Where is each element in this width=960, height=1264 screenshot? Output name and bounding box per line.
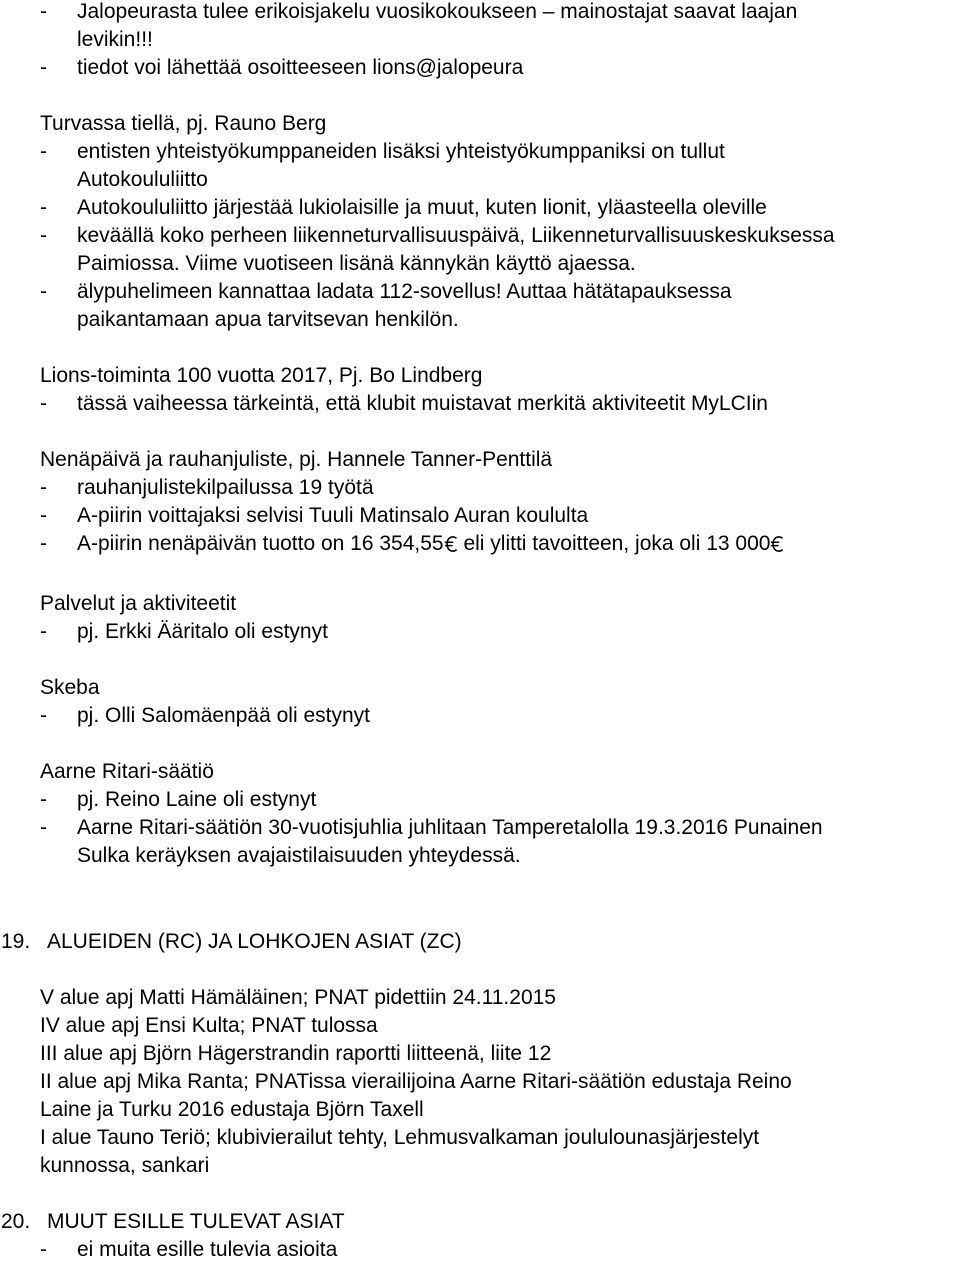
section-heading: Aarne Ritari-säätiö (40, 760, 214, 783)
list-item-text: rauhanjulistekilpailussa 19 työtä (77, 476, 374, 499)
bullet-dash: - (40, 1238, 47, 1261)
bullet-dash: - (40, 196, 47, 219)
bullet-dash: - (40, 280, 47, 303)
list-item-continuation: paikantamaan apua tarvitsevan henkilön. (77, 308, 459, 331)
list-item-text: pj. Erkki Ääritalo oli estynyt (77, 620, 328, 643)
region-line-continuation: Laine ja Turku 2016 edustaja Björn Taxell (40, 1098, 424, 1121)
list-item-text: Jalopeurasta tulee erikoisjakelu vuosikokoukseen – mainostajat saavat laajan (77, 0, 798, 23)
bullet-dash: - (40, 504, 47, 527)
list-item-text: keväällä koko perheen liikenneturvallisuuspäivä, Liikenneturvallisuuskeskuksessa (77, 224, 835, 247)
list-item-text: Aarne Ritari-säätiön 30-vuotisjuhlia juhlitaan Tamperetalolla 19.3.2016 Punainen (77, 816, 823, 839)
list-item-text: tiedot voi lähettää osoitteeseen lions@jalopeura (77, 56, 524, 79)
list-item-continuation: Sulka keräyksen avajaistilaisuuden yhteydessä. (77, 844, 521, 867)
bullet-dash: - (40, 704, 47, 727)
list-item-continuation: levikin!!! (77, 28, 153, 51)
heading-text: ALUEIDEN (RC) JA LOHKOJEN ASIAT (ZC) (47, 930, 462, 953)
section-heading: Nenäpäivä ja rauhanjuliste, pj. Hannele Tanner-Penttilä (40, 448, 553, 471)
region-line: IV alue apj Ensi Kulta; PNAT tulossa (40, 1014, 378, 1037)
region-line-continuation: kunnossa, sankari (40, 1154, 210, 1177)
list-item-text-part: eli ylitti tavoitteen, joka oli 13 000 (457, 532, 771, 555)
bullet-dash: - (40, 788, 47, 811)
bullet-dash: - (40, 56, 47, 79)
heading-number: 19. (1, 930, 31, 953)
bullet-dash: - (40, 224, 47, 247)
section-heading: Palvelut ja aktiviteetit (40, 592, 237, 615)
list-item-text: tässä vaiheessa tärkeintä, että klubit muistavat merkitä aktiviteetit MyLCIin (77, 392, 768, 415)
list-item-text-part: A-piirin nenäpäivän tuotto on 16 354,55 (77, 532, 444, 555)
region-line: II alue apj Mika Ranta; PNATissa vierailijoina Aarne Ritari-säätiön edustaja Reino (40, 1070, 792, 1093)
euro-sign-icon (444, 536, 458, 552)
list-item-continuation: Paimiossa. Viime vuotiseen lisänä kännykän käyttö ajaessa. (77, 252, 636, 275)
list-item-text: entisten yhteistyökumppaneiden lisäksi yhteistyökumppaniksi on tullut (77, 140, 725, 163)
list-item-text (77, 530, 784, 558)
region-line: I alue Tauno Teriö; klubivierailut tehty, Lehmusvalkaman joululounasjärjestelyt (40, 1126, 760, 1149)
list-item-text: pj. Olli Salomäenpää oli estynyt (77, 704, 370, 727)
bullet-dash: - (40, 140, 47, 163)
section-heading: Skeba (40, 676, 100, 699)
region-line: V alue apj Matti Hämäläinen; PNAT pidettiin 24.11.2015 (40, 986, 556, 1009)
euro-sign-icon (770, 536, 784, 552)
bullet-dash: - (40, 0, 47, 23)
bullet-dash: - (40, 816, 47, 839)
list-item-text: A-piirin voittajaksi selvisi Tuuli Matinsalo Auran koululta (77, 504, 589, 527)
region-line: III alue apj Björn Hägerstrandin raportti liitteenä, liite 12 (40, 1042, 552, 1065)
list-item-continuation: Autokoululiitto (77, 168, 208, 191)
bullet-dash: - (40, 532, 47, 555)
list-item-text: ei muita esille tulevia asioita (77, 1238, 338, 1261)
bullet-dash: - (40, 392, 47, 415)
heading-number: 20. (1, 1210, 31, 1233)
section-heading: Turvassa tiellä, pj. Rauno Berg (40, 112, 327, 135)
list-item-text: älypuhelimeen kannattaa ladata 112-sovellus! Auttaa hätätapauksessa (77, 280, 732, 303)
bullet-dash: - (40, 620, 47, 643)
section-heading: Lions-toiminta 100 vuotta 2017, Pj. Bo Lindberg (40, 364, 483, 387)
heading-text: MUUT ESILLE TULEVAT ASIAT (47, 1210, 345, 1233)
list-item-text: pj. Reino Laine oli estynyt (77, 788, 317, 811)
bullet-dash: - (40, 476, 47, 499)
list-item-text: Autokoululiitto järjestää lukiolaisille ja muut, kuten lionit, yläasteella oleville (77, 196, 767, 219)
